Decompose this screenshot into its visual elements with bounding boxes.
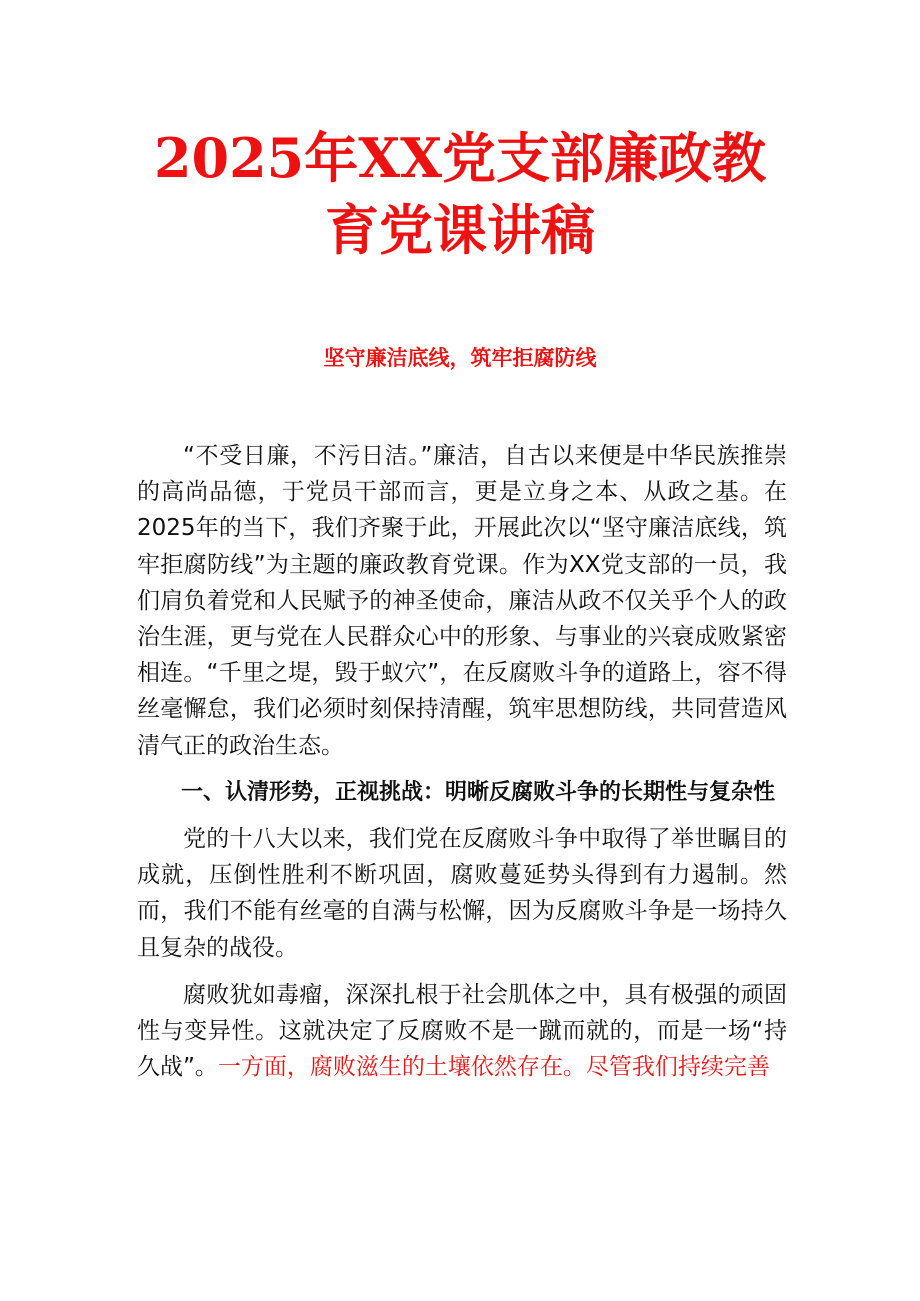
title-line-1: 2025年XX党支部廉政教 [153, 126, 767, 190]
document-subtitle: 坚守廉洁底线，筑牢拒腐防线 [323, 346, 597, 370]
paragraph-2-highlight: 一方面，腐败滋生的土壤依然存在。尽管我们持续完善 [217, 1054, 770, 1081]
section-1-heading: 一、认清形势，正视挑战：明晰反腐败斗争的长期性与复杂性 [181, 779, 776, 805]
intro-paragraph: “不受日廉，不污日洁。”廉洁，自古以来便是中华民族推崇的高尚品德，于党员干部而言，更是立身之本、从政之基。在2025年的当下，我们齐聚于此，开展此次以“坚守廉洁底线，筑牢拒腐防线”为主题的廉政教育党课。作为XX党支部的一员，我们肩负着党和人民赋予的神圣使命，廉洁从政不仅关乎个人的政治生涯，更与党在人民群众心中的形象、与事业的兴衰成败紧密相连。“千里之堤，毁于蚁穴”，在反腐败斗争的道路上，容不得丝毫懈怠，我们必须时刻保持清醒，筑牢思想防线，共同营造风清气正的政治生态。 [137, 443, 787, 759]
section-1-paragraph-2 [137, 977, 787, 1086]
document-title [120, 122, 800, 266]
section-1-paragraph-1: 党的十八大以来，我们党在反腐败斗争中取得了举世瞩目的成就，压倒性胜利不断巩固，腐败蔓延势头得到有力遏制。然而，我们不能有丝毫的自满与松懈，因为反腐败斗争是一场持久且复杂的战役。 [137, 826, 787, 961]
document-body [137, 438, 787, 1096]
title-line-2: 育党课讲稿 [325, 198, 595, 262]
paragraph-2-text: 腐败犹如毒瘤，深深扎根于社会肌体之中，具有极强的顽固性与变异性。这就决定了反腐败不是一蹴而就的，而是一场“持久战”。 [137, 981, 787, 1081]
